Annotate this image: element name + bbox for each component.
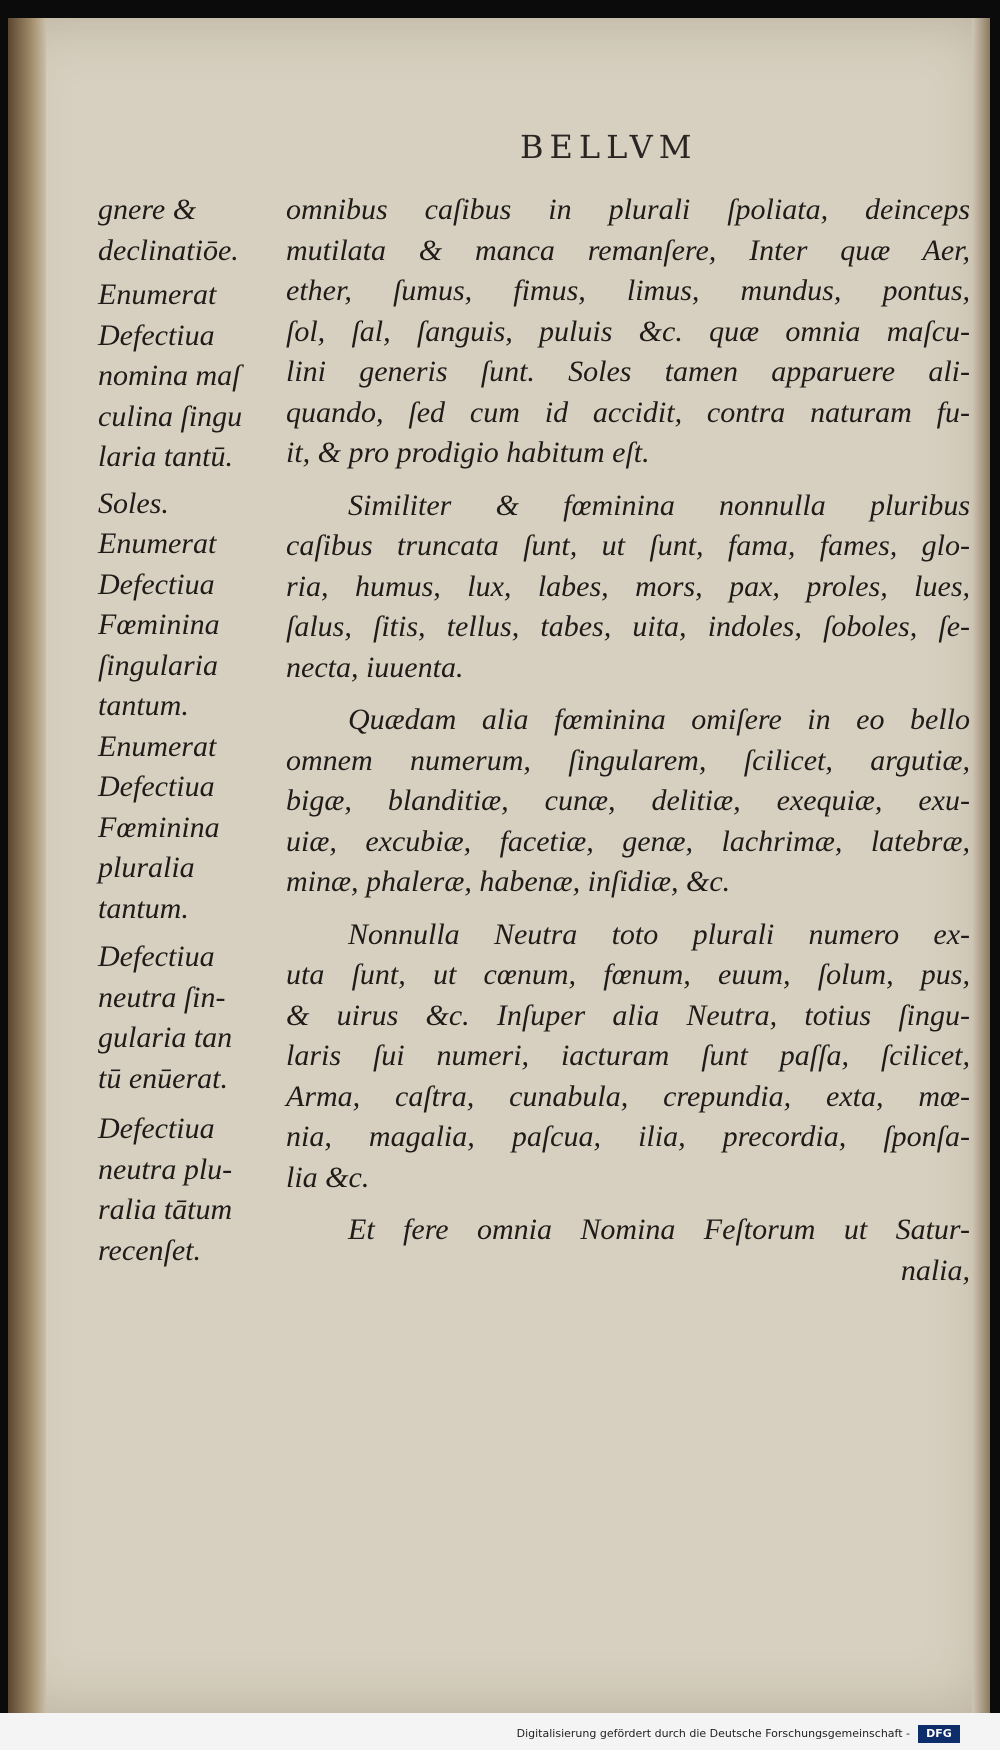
margin-line: neutra plu- — [98, 1152, 233, 1186]
book-spine — [8, 18, 46, 1713]
dfg-logo-icon: DFG — [918, 1725, 960, 1743]
text-line: it, & pro prodigio habitum eſt. — [286, 436, 650, 469]
text-line: mutilata & manca remanſere, Inter quæ Aer, — [286, 233, 970, 267]
paragraph-1 — [286, 190, 970, 474]
margin-line: Defectiua — [98, 770, 215, 803]
footer-bar — [0, 1713, 1000, 1750]
margin-note-7 — [98, 1109, 283, 1271]
text-line: lia &c. — [286, 1160, 370, 1194]
margin-note-1 — [98, 190, 283, 271]
margin-note-6 — [98, 937, 283, 1099]
text-line: ether, ſumus, fimus, limus, mundus, pontus, — [286, 274, 970, 307]
margin-line: declinatiōe. — [98, 233, 239, 267]
text-line: omnibus caſibus in plurali ſpoliata, deinceps — [286, 193, 970, 226]
margin-line: culina ſingu — [98, 399, 243, 433]
text-line: Quædam alia fœminina omiſere in eo bello — [348, 703, 970, 736]
margin-line: Defectiua — [98, 1112, 215, 1145]
margin-line: ſingularia — [98, 648, 219, 682]
margin-line: Defectiua — [98, 318, 215, 352]
text-line: bigæ, blanditiæ, cunæ, delitiæ, exequiæ, exu- — [286, 784, 970, 817]
footer-credit: Digitalisierung gefördert durch die Deutsche Forschungsgemeinschaft - — [516, 1727, 910, 1740]
margin-line: nomina maſ — [98, 359, 241, 392]
text-line: uiæ, excubiæ, facetiæ, genæ, lachrimæ, latebræ, — [286, 824, 970, 858]
text-line: minæ, phaleræ, habenæ, inſidiæ, &c. — [286, 865, 731, 898]
margin-line: tantum. — [98, 891, 189, 925]
margin-line: Enumerat — [98, 278, 217, 311]
margin-line: ralia tātum — [98, 1193, 233, 1226]
margin-line: pluralia — [98, 851, 195, 884]
margin-line: gularia tan — [98, 1021, 233, 1054]
margin-note-5 — [98, 727, 283, 930]
margin-line: tantum. — [98, 689, 189, 722]
text-line: Nonnulla Neutra toto plurali numero ex- — [348, 917, 970, 951]
margin-line: Enumerat — [98, 729, 217, 763]
text-line: ria, humus, lux, labes, mors, pax, proles, lues, — [286, 569, 970, 603]
text-line: & uirus &c. Inſuper alia Neutra, totius ſingu- — [286, 998, 970, 1032]
text-line: necta, iuuenta. — [286, 650, 464, 684]
margin-line: Soles. — [98, 486, 169, 520]
text-line: omnem numerum, ſingularem, ſcilicet, argutiæ, — [286, 743, 970, 777]
text-line: Et fere omnia Nomina Feſtorum ut Satur- — [348, 1213, 970, 1246]
margin-line: gnere & — [98, 193, 197, 226]
text-line: laris ſui numeri, iacturam ſunt paſſa, ſcilicet, — [286, 1039, 970, 1072]
text-line: ſol, ſal, ſanguis, puluis &c. quæ omnia maſcu- — [286, 314, 970, 348]
margin-line: Enumerat — [98, 527, 217, 560]
main-text — [286, 190, 970, 1291]
margin-note-2 — [98, 275, 283, 478]
margin-line: Defectiua — [98, 567, 215, 601]
paragraph-5 — [286, 1210, 970, 1291]
margin-line: recenſet. — [98, 1233, 201, 1267]
text-line: uta ſunt, ut cœnum, fœnum, euum, ſolum, pus, — [286, 958, 970, 991]
page-edge — [972, 18, 990, 1713]
text-line: quando, ſed cum id accidit, contra naturam fu- — [286, 395, 970, 429]
margin-note-4 — [98, 524, 283, 727]
paragraph-3 — [286, 700, 970, 903]
margin-line: Fœminina — [98, 608, 220, 641]
text-line: Similiter & fœminina nonnulla pluribus — [348, 488, 970, 522]
text-line: Arma, caſtra, cunabula, crepundia, exta, mœ- — [286, 1079, 970, 1113]
margin-note-3 — [98, 484, 283, 525]
margin-line: Fœminina — [98, 810, 220, 844]
margin-line: Defectiua — [98, 940, 215, 973]
margin-notes — [98, 190, 283, 1271]
margin-line: tū enūerat. — [98, 1061, 228, 1095]
text-line: nia, magalia, paſcua, ilia, precordia, ſponſa- — [286, 1120, 970, 1153]
text-line: lini generis ſunt. Soles tamen apparuere ali- — [286, 355, 970, 388]
running-head: BELLVM — [520, 128, 698, 166]
text-line: caſibus truncata ſunt, ut ſunt, fama, fames, glo- — [286, 529, 970, 562]
margin-line: laria tantū. — [98, 440, 234, 473]
catchword: nalia, — [900, 1253, 970, 1287]
margin-line: neutra ſin- — [98, 980, 226, 1014]
paragraph-4 — [286, 915, 970, 1199]
paragraph-2 — [286, 486, 970, 689]
text-line: ſalus, ſitis, tellus, tabes, uita, indoles, ſoboles, ſe- — [286, 610, 970, 643]
